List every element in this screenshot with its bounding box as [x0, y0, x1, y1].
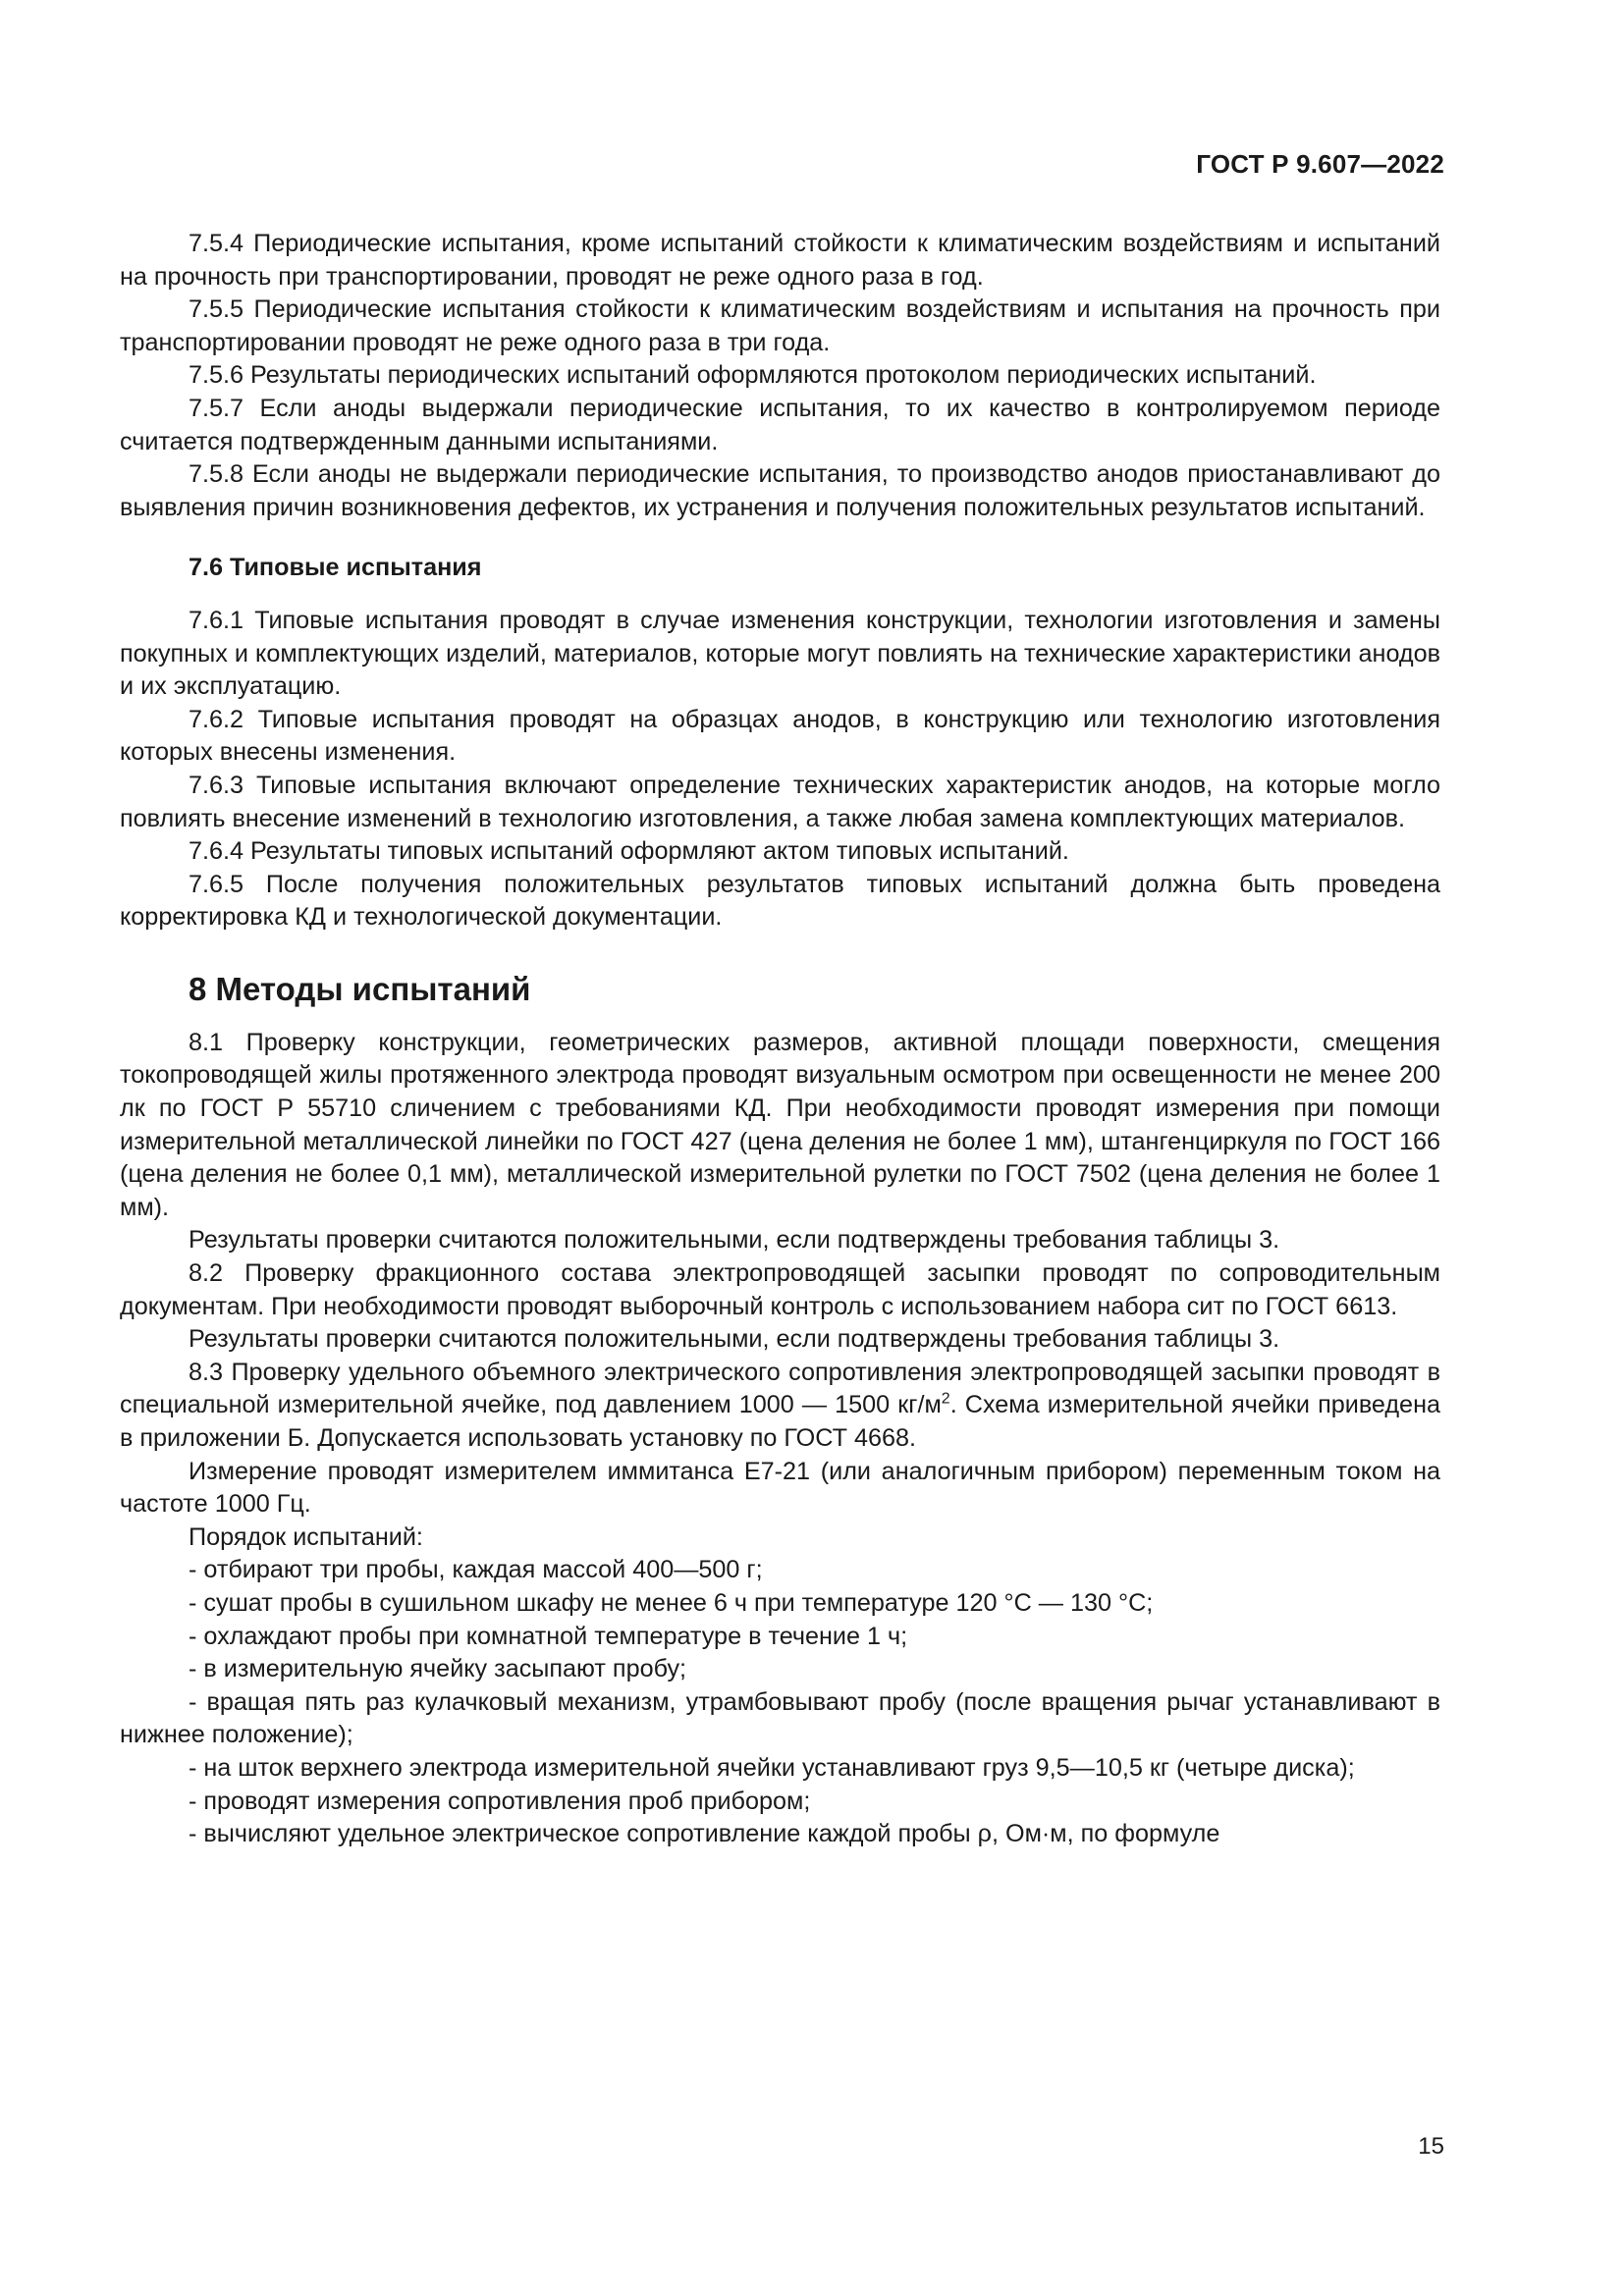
paragraph-8-2-result: Результаты проверки считаются положительными, если подтверждены требования таблицы 3. [189, 1325, 1280, 1354]
test-step: - сушат пробы в сушильном шкафу не менее 6 ч при температуре 120 °С — 130 °С; [189, 1588, 1154, 1617]
paragraph-8-1: 8.1 Проверку конструкции, геометрических размеров, активной площади поверхности, смещения токопроводящей жилы протяженного электрода проводят визуальным осмотром при освещенности не менее 200 лк по ГОСТ Р 55710 сличением с требованиями КД. При необходимости проводят измерения при помощи измерительной металлической линейки по ГОСТ 427 (цена деления не более 1 мм), штангенциркуля по ГОСТ 166 (цена деления не более 0,1 мм), металлической измерительной рулетки по ГОСТ 7502 (цена деления не более 1 мм). [120, 1028, 1440, 1221]
paragraph-8-3-measurement: Измерение проводят измерителем иммитанса Е7-21 (или аналогичным прибором) переменным током на частоте 1000 Гц. [120, 1457, 1440, 1519]
paragraph-7-6-4: 7.6.4 Результаты типовых испытаний оформляют актом типовых испытаний. [189, 837, 1069, 866]
paragraph-7-6-1: 7.6.1 Типовые испытания проводят в случае изменения конструкции, технологии изготовления и замены покупных и комплектующих изделий, материалов, которые могут повлиять на технические характеристики анодов и их эксплуатацию. [120, 606, 1440, 701]
test-order-label: Порядок испытаний: [189, 1522, 423, 1551]
paragraph-8-3 [120, 1357, 1440, 1456]
test-step: - проводят измерения сопротивления проб прибором; [189, 1787, 811, 1815]
paragraph-8-3-text-b: . Схема измерительной ячейки приведена в приложении Б. Допускается использовать установку по ГОСТ 4668. [120, 1391, 1440, 1452]
page-number: 15 [1418, 2133, 1444, 2160]
test-step: - вращая пять раз кулачковый механизм, утрамбовывают пробу (после вращения рычаг устанавливают в нижнее положение); [120, 1687, 1440, 1749]
paragraph-7-5-4: 7.5.4 Периодические испытания, кроме испытаний стойкости к климатическим воздействиям и испытаний на прочность при транспортировании, проводят не реже одного раза в год. [120, 230, 1440, 291]
section-heading-8: 8 Методы испытаний [189, 970, 531, 1007]
paragraph-7-5-8: 7.5.8 Если аноды не выдержали периодические испытания, то производство анодов приостанавливают до выявления причин возникновения дефектов, их устранения и получения положительных результатов испытаний. [120, 460, 1440, 521]
paragraph-7-5-6: 7.5.6 Результаты периодических испытаний оформляются протоколом периодических испытаний. [189, 361, 1317, 390]
test-step: - охлаждают пробы при комнатной температуре в течение 1 ч; [189, 1622, 908, 1650]
subsection-heading-7-6: 7.6 Типовые испытания [189, 554, 482, 582]
paragraph-8-3-text-a: 8.3 Проверку удельного объемного электрического сопротивления электропроводящей засыпки проводят в специальной измерительной ячейке, под давлением 1000 — 1500 кг/м [120, 1358, 1440, 1419]
paragraph-8-2: 8.2 Проверку фракционного состава электропроводящей засыпки проводят по сопроводительным документам. При необходимости проводят выборочный контроль с использованием набора сит по ГОСТ 6613. [120, 1259, 1440, 1320]
test-step: - в измерительную ячейку засыпают пробу; [189, 1655, 687, 1683]
paragraph-8-1-result: Результаты проверки считаются положительными, если подтверждены требования таблицы 3. [189, 1226, 1280, 1255]
paragraph-7-5-7: 7.5.7 Если аноды выдержали периодические испытания, то их качество в контролируемом периоде считается подтвержденным данными испытаниями. [120, 394, 1440, 455]
page-body [120, 228, 1440, 1851]
paragraph-7-6-3: 7.6.3 Типовые испытания включают определение технических характеристик анодов, на которые могло повлиять внесение изменений в технологию изготовления, а также любая замена комплектующих материалов. [120, 771, 1440, 832]
document-header: ГОСТ Р 9.607—2022 [1196, 149, 1444, 179]
test-step: - вычисляют удельное электрическое сопротивление каждой пробы ρ, Ом·м, по формуле [189, 1820, 1220, 1848]
superscript-square: 2 [941, 1391, 950, 1409]
test-step: - на шток верхнего электрода измерительной ячейки устанавливают груз 9,5—10,5 кг (четыре диска); [189, 1753, 1355, 1782]
test-step: - отбирают три пробы, каждая массой 400—500 г; [189, 1556, 763, 1584]
paragraph-7-6-5: 7.6.5 После получения положительных результатов типовых испытаний должна быть проведена корректировка КД и технологической документации. [120, 870, 1440, 932]
paragraph-7-6-2: 7.6.2 Типовые испытания проводят на образцах анодов, в конструкцию или технологию изготовления которых внесены изменения. [120, 705, 1440, 767]
paragraph-7-5-5: 7.5.5 Периодические испытания стойкости к климатическим воздействиям и испытания на прочность при транспортировании проводят не реже одного раза в три года. [120, 295, 1440, 356]
